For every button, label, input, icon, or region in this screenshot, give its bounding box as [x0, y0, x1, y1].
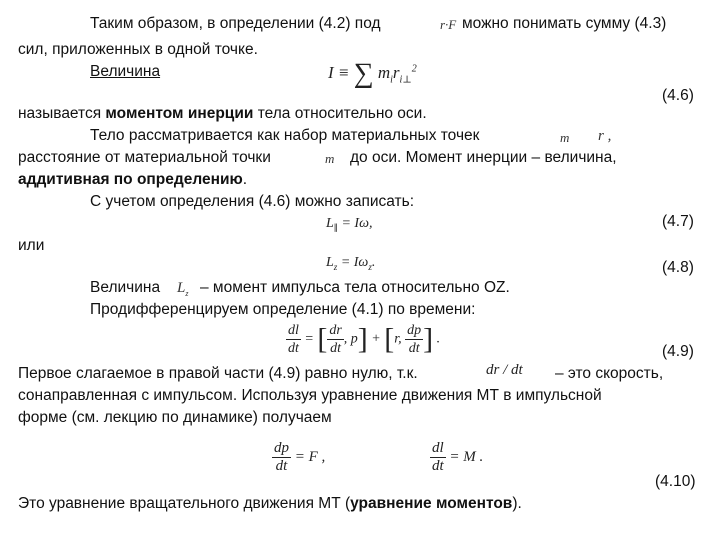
formula-angular-momentum-vector: $L_\parallel = I\omega$,: [326, 216, 373, 233]
formula-m-i: m: [560, 130, 570, 145]
text-line: Продифференцируем определение (4.1) по времени:: [90, 301, 476, 318]
equation-number: (4.8): [662, 259, 694, 276]
text-line: Тело рассматривается как набор материальных точек: [90, 127, 480, 144]
formula-derivative-angular-momentum: $\frac{dl}{dt}$ = [ $\frac{dr}{dt}$ , p] + [r, $\frac{dp}{dt}$ ] .: [288, 322, 441, 356]
text-line: – это скорость,: [555, 365, 664, 382]
text-line: до оси. Момент инерции – величина,: [350, 149, 617, 166]
text-line: или: [18, 237, 45, 254]
formula-momentum-equation: $\frac{dp}{dt}$ = F ,: [274, 440, 326, 474]
text-line: форме (см. лекцию по динамике) получаем: [18, 409, 332, 426]
text-line: сил, приложенных в одной точке.: [18, 41, 258, 58]
equation-number: (4.9): [662, 343, 694, 360]
equation-number: (4.6): [662, 87, 694, 104]
text-line: Величина: [90, 279, 161, 296]
text-line: сонаправленная с импульсом. Используя уравнение движения МТ в импульсной: [18, 387, 602, 404]
formula-moment-equation: $\frac{dl}{dt}$ = M .: [432, 440, 484, 474]
text-line: расстояние от материальной точки: [18, 149, 271, 166]
formula-m-i-small: m: [325, 151, 335, 166]
text-line: Величина: [90, 63, 161, 80]
formula-dr-dt: dr / dt: [486, 362, 523, 378]
text-line: Первое слагаемое в правой части (4.9) равно нулю, т.к.: [18, 365, 418, 382]
text-line: Это уравнение вращательного движения МТ (уравнение моментов).: [18, 495, 522, 512]
equation-number: (4.10): [655, 473, 696, 490]
formula-moment-of-inertia: I ≡ ∑ $m_ir_{i\perp}^2$: [328, 58, 417, 89]
equation-number: (4.7): [662, 213, 694, 230]
text-line: – момент импульса тела относительно OZ.: [200, 279, 510, 296]
text-line: С учетом определения (4.6) можно записать:: [90, 193, 415, 210]
formula-r-i: r ,: [598, 128, 612, 144]
text-line: называется моментом инерции тела относительно оси.: [18, 105, 427, 122]
text-line: аддитивная по определению.: [18, 171, 248, 188]
formula-l-z: $L_z$: [177, 280, 189, 298]
text-line: Таким образом, в определении (4.2) под: [90, 15, 381, 32]
formula-angular-momentum-z: $L_z = I\omega_z$.: [326, 255, 376, 272]
formula-r-vector: r·F: [440, 17, 457, 32]
text-line: можно понимать сумму (4.3): [462, 15, 667, 32]
